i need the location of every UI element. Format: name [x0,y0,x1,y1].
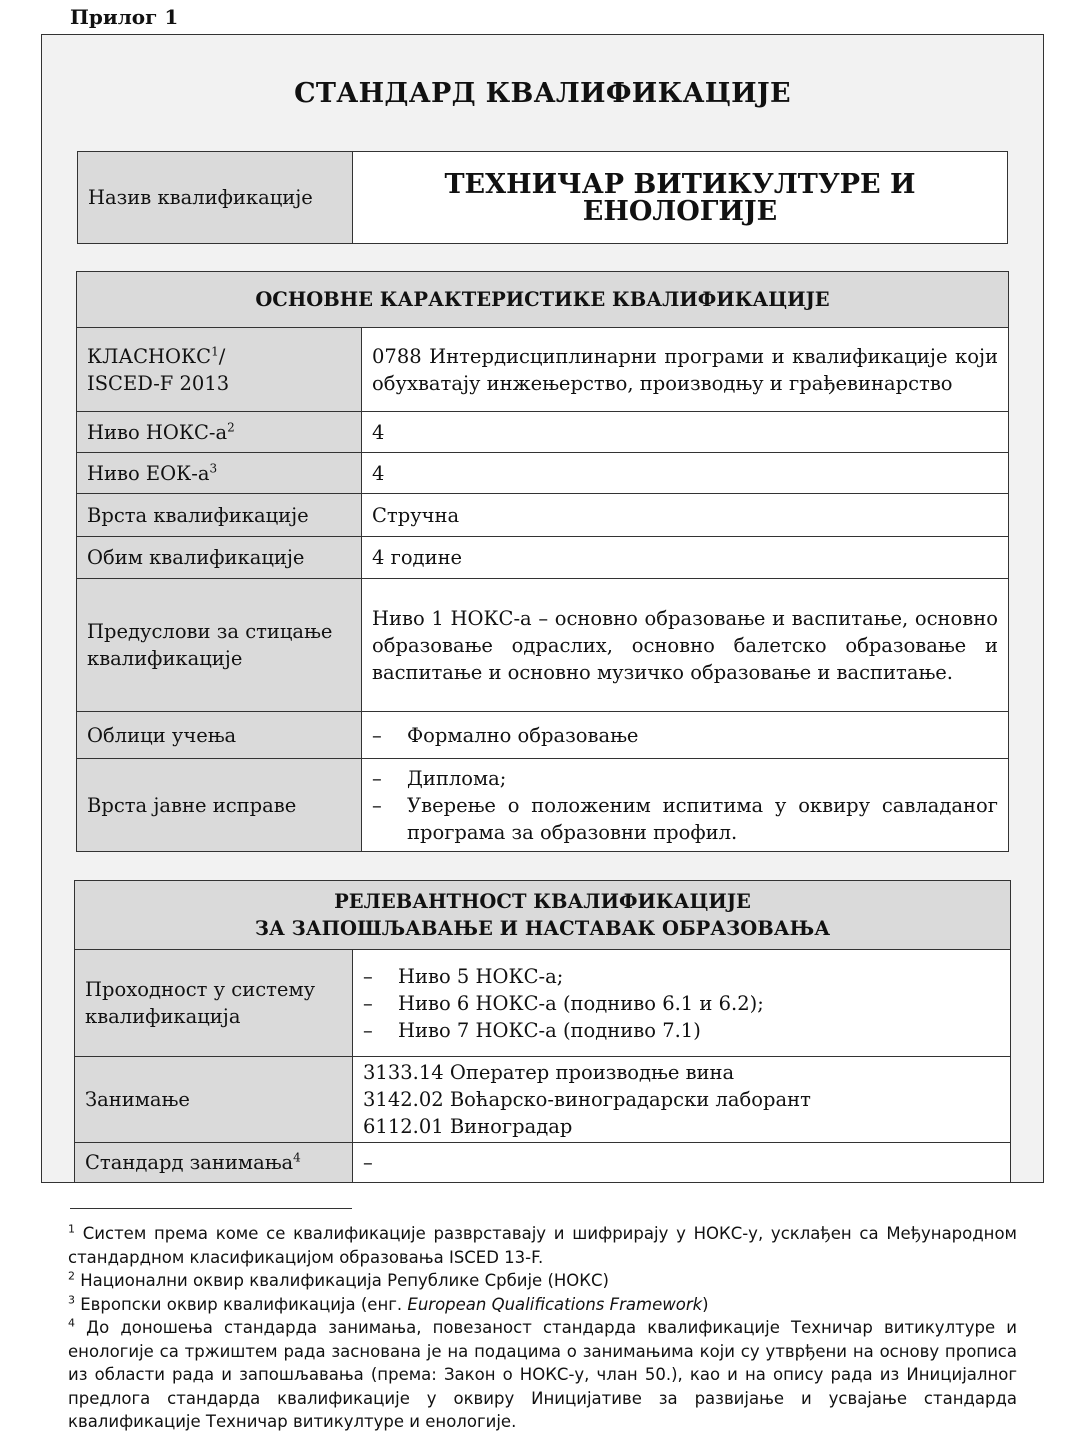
footnote-4: $^4$ До доношења стандарда занимања, повезаност стандарда квалификације Техничар витикултуре и енологије са тржиштем рада заснована је на подацима о занимањима који су утврђени на основу прописа из области рада и запошљавања (према: Закон о НОКС-у, члан 50.), као и на опису рада из Иницијалног предлога стандарда квалификације у оквиру Иницијативе за развијање и усвајање стандарда квалификације Техничар витикултуре и енологије. [68,1316,1017,1431]
page-title: СТАНДАРД КВАЛИФИКАЦИЈЕ [294,78,791,109]
qualification-name-table [77,151,1008,244]
klasnoks-value: 0788 Интердисциплинарни програми и квалификације који обухватају инжењерство, производњу и грађевинарство [362,328,1009,412]
list-item: – Ниво 6 НОКС-а (подниво 6.1 и 6.2); [363,991,764,1015]
annex-label: Прилог 1 [70,5,179,29]
list-item: 6112.01 Виноградар [363,1115,573,1138]
qualification-scope-value: 4 године [362,537,1009,579]
public-document-label: Врста јавне исправе [77,759,362,852]
relevance-header: РЕЛЕВАНТНОСТ КВАЛИФИКАЦИЈЕ ЗА ЗАПОШЉАВАЊЕ И НАСТАВАК ОБРАЗОВАЊА [75,881,1011,950]
list-item: – Формално образовање [372,723,639,747]
footnote-ref-4: 4 [293,1150,301,1165]
list-item: – Ниво 7 НОКС-а (подниво 7.1) [363,1018,701,1042]
occupation-standard-label: Стандард занимања$^4$ [75,1143,353,1183]
list-item: 3142.02 Воћарско-виноградарски лаборант [363,1088,811,1111]
prerequisites-label: Предуслови за стицање квалификације [77,579,362,712]
public-document-value [362,759,1009,852]
footnote-separator [70,1208,352,1209]
noks-level-label: Ниво НОКС-$а^2$ [77,412,362,453]
learning-forms-label: Облици учења [77,712,362,759]
footnote-ref-3: 3 [209,461,218,475]
footnote-3: $^3$ Европски оквир квалификација (енг. European Qualifications Framework) [68,1293,709,1314]
prerequisites-value: Ниво 1 НОКС-а – основно образовање и васпитање, основно образовање одраслих, основно балетско образовање и васпитање и основно музичко образовање и васпитање. [362,579,1009,712]
qualification-name-value: ТЕХНИЧАР ВИТИКУЛТУРЕ И ЕНОЛОГИЈЕ [353,152,1008,244]
list-item: – Ниво 5 НОКС-а; [363,964,564,988]
footnote-2: $^2$ Национални оквир квалификација Републике Србије (НОКС) [68,1269,609,1290]
footnote-ref-2: 2 [227,420,235,434]
footnote-ref-1: 1 [211,344,219,358]
qualification-name-label: Назив квалификације [78,152,353,244]
list-item: 3133.14 Оператер производње вина [363,1061,735,1084]
list-item: – Уверење о положеним испитима у оквиру савладаног програма за образовни профил. [372,793,998,844]
noks-level-value: 4 [362,412,1009,453]
learning-forms-value [362,712,1009,759]
basic-characteristics-header: ОСНОВНЕ КАРАКТЕРИСТИКЕ КВАЛИФИКАЦИЈЕ [77,272,1009,328]
progression-value [353,950,1011,1057]
eok-level-label: Ниво ЕОК-$а^3$ [77,453,362,494]
relevance-table [74,880,1011,1183]
klasnoks-label: КЛАСНОКС$^1$/ ISCED-F 2013 [77,328,362,412]
list-item: – Диплома; [372,766,507,790]
footnotes [68,1222,1017,1434]
occupation-label: Занимање [75,1057,353,1143]
basic-characteristics-table [76,271,1009,852]
qualification-scope-label: Обим квалификације [77,537,362,579]
qualification-type-label: Врста квалификације [77,494,362,537]
occupation-value [353,1057,1011,1143]
eok-level-value: 4 [362,453,1009,494]
qualification-type-value: Стручна [362,494,1009,537]
progression-label: Проходност у систему квалификација [75,950,353,1057]
footnote-1: $^1$ Систем према коме се квалификације разврставају и шифрирају у НОКС-у, усклађен са Међународном стандардном класификацијом образовања ISCED 13-F. [68,1222,1017,1267]
occupation-standard-value: – [353,1143,1011,1183]
